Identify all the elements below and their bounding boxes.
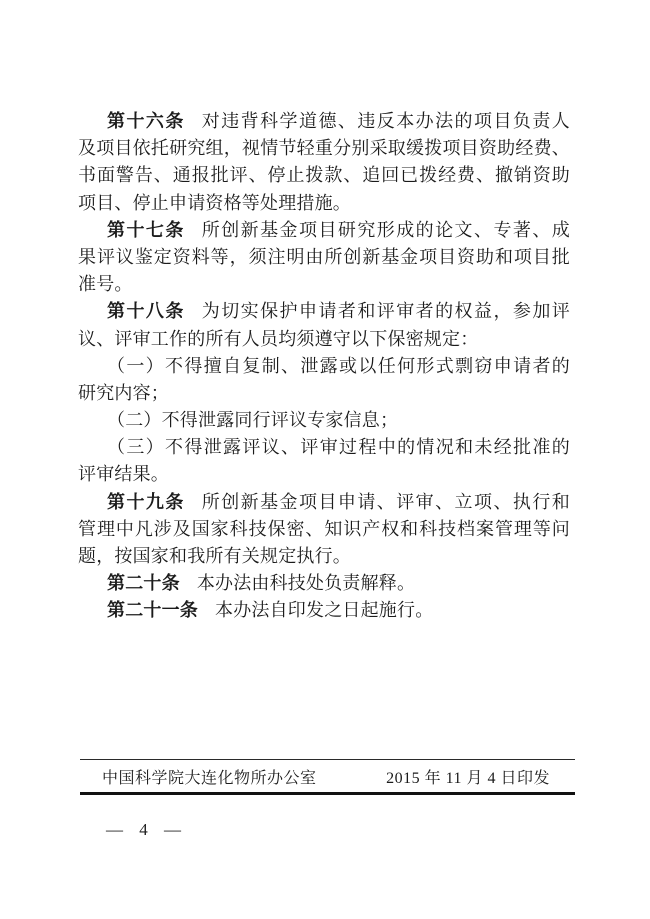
text-line: 评审结果。: [78, 464, 169, 485]
text-line: 第二十条 本办法由科技处负责解释。: [107, 573, 416, 594]
article-head: 第十九条: [107, 491, 185, 512]
page-number: — 4 —: [106, 820, 183, 839]
text-line: 议、评审工作的所有人员均须遵守以下保密规定：: [78, 328, 479, 349]
text-line: 第十九条 所创新基金项目申请、评审、立项、执行和: [107, 491, 570, 512]
colophon-issuer: 中国科学院大连化物所办公室: [102, 769, 317, 787]
text-line: 第二十一条 本办法自印发之日起施行。: [107, 600, 434, 621]
colophon-date: 2015 年 11 月 4 日印发: [386, 769, 550, 787]
article-head: 第二十一条: [107, 600, 198, 621]
text-line: 项目、停止申请资格等处理措施。: [78, 192, 351, 213]
text-line: （二）不得泄露同行评议专家信息；: [107, 410, 399, 431]
text-line: 管理中凡涉及国家科技保密、知识产权和科技档案管理等问: [78, 518, 570, 539]
text-line: 第十七条 所创新基金项目研究形成的论文、专著、成: [107, 219, 570, 240]
text-line: 书面警告、通报批评、停止拨款、追回已拨经费、撤销资助: [78, 165, 570, 186]
text-line: （一）不得擅自复制、泄露或以任何形式剽窃申请者的: [107, 355, 570, 376]
text-line: 题，按国家和我所有关规定执行。: [78, 546, 351, 566]
article-head: 第十八条: [107, 301, 185, 322]
colophon-bottom-rule: [80, 792, 575, 795]
text-line: 研究内容；: [78, 382, 169, 403]
article-head: 第十六条: [107, 111, 185, 131]
text-line: 果评议鉴定资料等，须注明由所创新基金项目资助和项目批: [78, 246, 570, 267]
document-body: [78, 108, 570, 625]
article-head: 第二十条: [107, 573, 180, 594]
text-line: 第十八条 为切实保护申请者和评审者的权益，参加评: [107, 301, 570, 322]
colophon-row: [80, 760, 575, 792]
article-head: 第十七条: [107, 219, 185, 240]
text-line: （三）不得泄露评议、评审过程中的情况和未经批准的: [107, 437, 570, 458]
text-line: 第十六条 对违背科学道德、违反本办法的项目负责人: [107, 111, 570, 131]
colophon: [80, 759, 575, 795]
text-line: 准号。: [78, 274, 133, 295]
text-line: 及项目依托研究组，视情节轻重分别采取缓拨项目资助经费、: [78, 138, 570, 159]
